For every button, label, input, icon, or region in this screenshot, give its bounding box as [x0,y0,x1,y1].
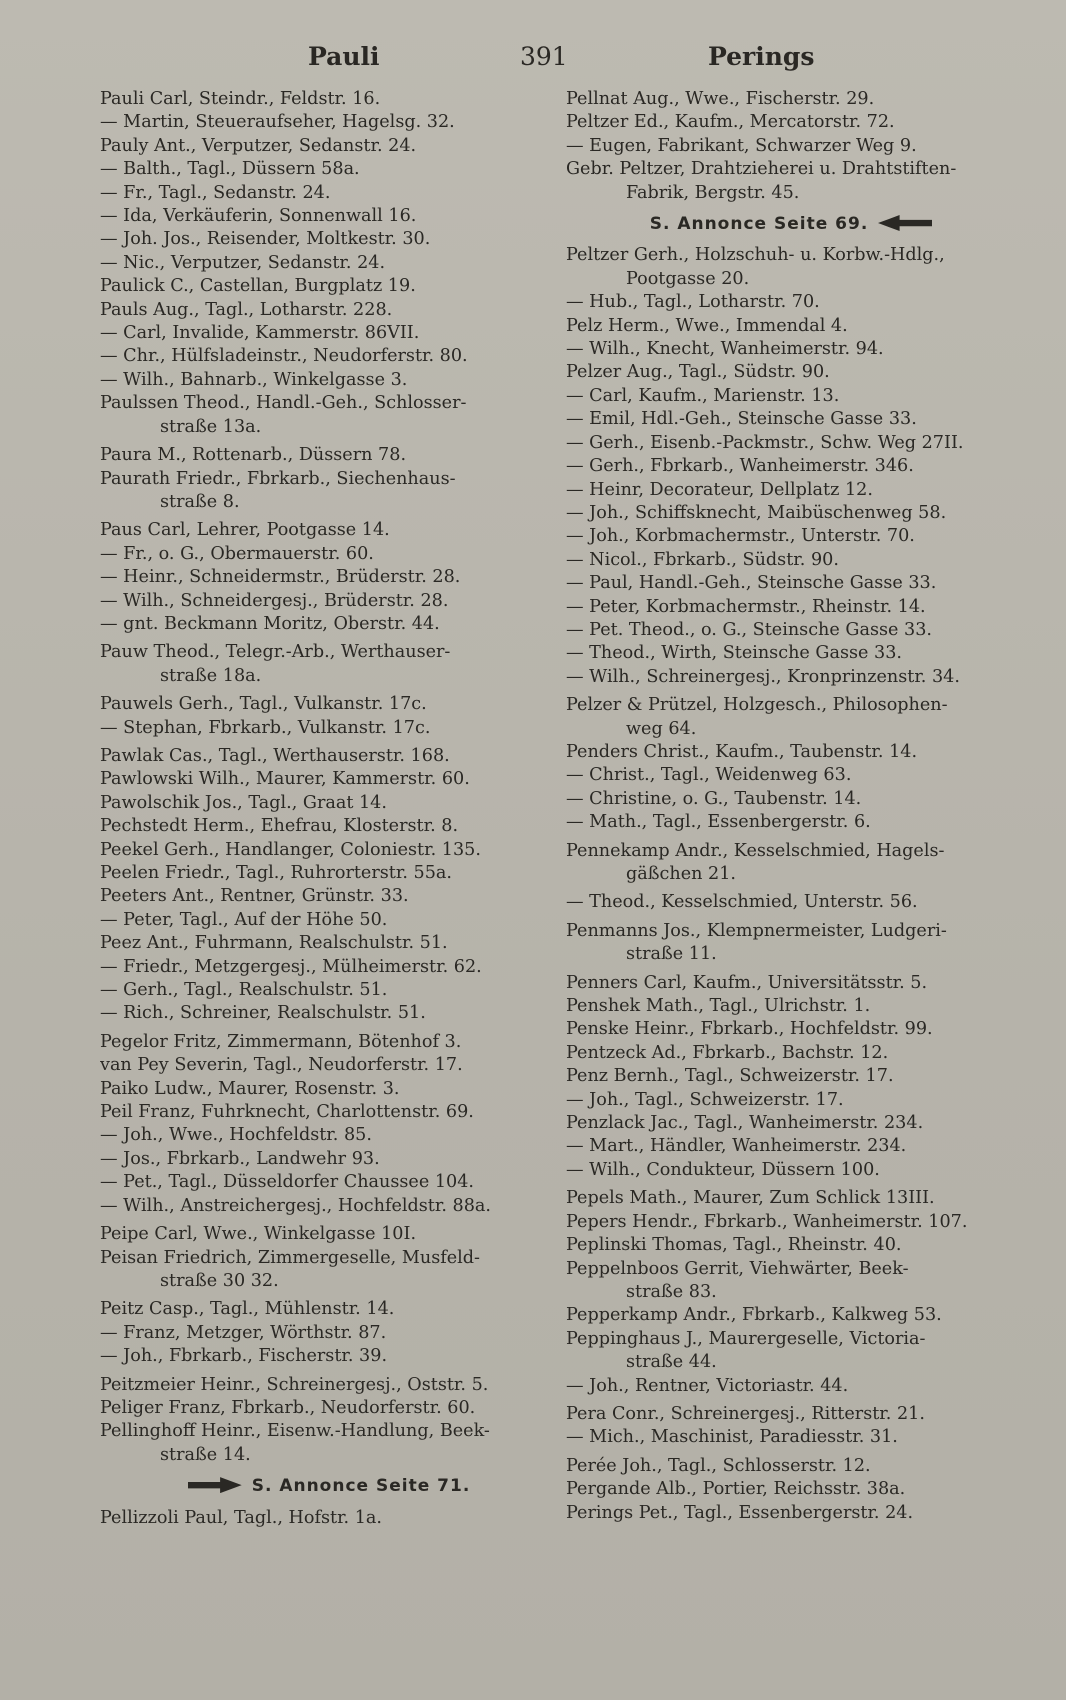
directory-entry: Paus Carl, Lehrer, Pootgasse 14. [100,520,390,541]
directory-entry: Pellinghoff Heinr., Eisenw.-Handlung, Beek- [100,1421,490,1442]
directory-entry: Peplinski Thomas, Tagl., Rheinstr. 40. [566,1235,902,1256]
directory-entry: Pera Conr., Schreinergesj., Ritterstr. 21. [566,1403,925,1424]
directory-entry: Penzlack Jac., Tagl., Wanheimerstr. 234. [566,1113,924,1134]
directory-entry: Pegelor Fritz, Zimmermann, Bötenhof 3. [100,1031,462,1052]
directory-entry: — Hub., Tagl., Lotharstr. 70. [566,292,820,313]
directory-entry: Penshek Math., Tagl., Ulrichstr. 1. [566,996,871,1017]
directory-entry: — Fr., Tagl., Sedanstr. 24. [100,182,331,203]
directory-entry: Pauw Theod., Telegr.-Arb., Werthauser- [100,642,451,663]
directory-entry: Pepperkamp Andr., Fbrkarb., Kalkweg 53. [566,1305,942,1326]
directory-entry: Peeters Ant., Rentner, Grünstr. 33. [100,886,409,907]
directory-entry: — Nic., Verputzer, Sedanstr. 24. [100,252,386,273]
entry-continuation: Fabrik, Bergstr. 45. [626,182,800,203]
page-header [0,38,1066,78]
directory-entry: Gebr. Peltzer, Drahtzieherei u. Drahtstiften- [566,159,957,180]
entry-continuation: straße 11. [626,944,717,965]
directory-entry: Pepers Hendr., Fbrkarb., Wanheimerstr. 107. [566,1211,968,1232]
directory-entry: Penners Carl, Kaufm., Universitätsstr. 5. [566,972,928,993]
directory-entry: — Gerh., Eisenb.-Packmstr., Schw. Weg 27II. [566,432,964,453]
directory-entry: — Wilh., Schneidergesj., Brüderstr. 28. [100,590,449,611]
entry-continuation: straße 44. [626,1352,717,1373]
directory-entry: — Pet. Theod., o. G., Steinsche Gasse 33. [566,619,932,640]
directory-entry: Pelz Herm., Wwe., Immendal 4. [566,315,848,336]
directory-entry: van Pey Severin, Tagl., Neudorferstr. 17. [100,1055,463,1076]
directory-entry: Perée Joh., Tagl., Schlosserstr. 12. [566,1455,871,1476]
directory-entry: Penmanns Jos., Klempnermeister, Ludgeri- [566,920,947,941]
directory-entry: — Joh., Fbrkarb., Fischerstr. 39. [100,1346,388,1367]
directory-entry: — Martin, Steueraufseher, Hagelsg. 32. [100,112,455,133]
directory-entry: Pellnat Aug., Wwe., Fischerstr. 29. [566,89,875,109]
directory-entry: Pentzeck Ad., Fbrkarb., Bachstr. 12. [566,1042,889,1063]
directory-entry: Peppinghaus J., Maurergeselle, Victoria- [566,1328,926,1349]
right-annonce-text: S. Annonce Seite 69. [649,214,869,235]
directory-entry: Peltzer Ed., Kaufm., Mercatorstr. 72. [566,112,895,133]
directory-entry: — Joh., Schiffsknecht, Maibüschenweg 58. [566,502,947,523]
entry-continuation: straße 13a. [160,416,262,437]
directory-entry: Peil Franz, Fuhrknecht, Charlottenstr. 69. [100,1102,474,1123]
directory-entry: — Jos., Fbrkarb., Landwehr 93. [100,1148,380,1169]
page-number: 391 [520,42,568,71]
directory-entry: — Heinr., Schneidermstr., Brüderstr. 28. [100,567,461,588]
directory-entry: Peliger Franz, Fbrkarb., Neudorferstr. 60. [100,1397,476,1418]
directory-entry: Pawolschik Jos., Tagl., Graat 14. [100,792,387,813]
directory-entry: Peppelnboos Gerrit, Viehwärter, Beek- [566,1258,909,1279]
directory-entry: — Gerh., Tagl., Realschulstr. 51. [100,980,388,1001]
directory-entry: Peitz Casp., Tagl., Mühlenstr. 14. [100,1299,395,1320]
entry-continuation: straße 30 32. [160,1270,279,1291]
directory-entry: — Gerh., Fbrkarb., Wanheimerstr. 346. [566,456,914,477]
directory-entry: — Carl, Invalide, Kammerstr. 86VII. [100,323,420,344]
left-annonce-text: S. Annonce Seite 71. [251,1476,471,1497]
entry-continuation: gäßchen 21. [626,864,737,884]
left-column [100,88,558,1530]
directory-entry: — Chr., Hülfsladeinstr., Neudorferstr. 80. [100,346,468,367]
directory-entry: Peekel Gerh., Handlanger, Coloniestr. 135. [100,839,481,860]
directory-entry: — Math., Tagl., Essenbergerstr. 6. [566,812,871,833]
directory-entry: — Peter, Korbmachermstr., Rheinstr. 14. [566,596,926,617]
directory-entry: — Paul, Handl.-Geh., Steinsche Gasse 33. [566,573,937,594]
entry-continuation: weg 64. [626,718,697,739]
directory-entry: Peitzmeier Heinr., Schreinergesj., Oststr. 5. [100,1374,489,1395]
directory-entry: Peelen Friedr., Tagl., Ruhrorterstr. 55a. [100,863,452,883]
directory-entry: — Theod., Wirth, Steinsche Gasse 33. [566,643,902,664]
directory-entry: — Joh., Tagl., Schweizerstr. 17. [566,1089,844,1110]
right-annonce-notice [566,213,1016,236]
directory-entry: — Joh. Jos., Reisender, Moltkestr. 30. [100,229,431,250]
left-entry-list [100,88,558,1467]
directory-entry: Paurath Friedr., Fbrkarb., Siechenhaus- [100,468,456,489]
directory-entry: Peez Ant., Fuhrmann, Realschulstr. 51. [100,933,448,954]
entry-continuation: straße 18a. [160,665,262,686]
entry-continuation: Pootgasse 20. [626,268,750,289]
directory-entry: — Fr., o. G., Obermauerstr. 60. [100,543,374,564]
directory-entry: — Balth., Tagl., Düssern 58a. [100,159,360,180]
directory-entry: — Wilh., Bahnarb., Winkelgasse 3. [100,369,408,390]
directory-entry: Pelzer Aug., Tagl., Südstr. 90. [566,362,830,383]
directory-entry: Pepels Math., Maurer, Zum Schlick 13III. [566,1188,935,1209]
directory-entry: — gnt. Beckmann Moritz, Oberstr. 44. [100,613,440,634]
directory-entry: — Stephan, Fbrkarb., Vulkanstr. 17c. [100,717,431,738]
directory-entry: Paulick C., Castellan, Burgplatz 19. [100,276,416,297]
directory-entry: — Wilh., Condukteur, Düssern 100. [566,1159,880,1180]
directory-entry: Penz Bernh., Tagl., Schweizerstr. 17. [566,1066,894,1087]
directory-entry: — Nicol., Fbrkarb., Südstr. 90. [566,549,839,570]
directory-entry: Pauls Aug., Tagl., Lotharstr. 228. [100,299,393,320]
directory-entry: — Peter, Tagl., Auf der Höhe 50. [100,909,388,930]
directory-entry: — Franz, Metzger, Wörthstr. 87. [100,1322,387,1343]
header-left-keyword: Pauli [308,42,380,71]
right-tail-list [566,244,1016,1525]
directory-entry: — Pet., Tagl., Düsseldorfer Chaussee 104. [100,1172,475,1193]
directory-entry: Pauwels Gerh., Tagl., Vulkanstr. 17c. [100,694,427,715]
left-tail-list [100,1507,558,1530]
pointing-hand-icon [188,1477,242,1493]
entry-continuation: straße 14. [160,1444,251,1465]
directory-entry: — Joh., Korbmachermstr., Unterstr. 70. [566,526,915,547]
directory-entry: Penske Heinr., Fbrkarb., Hochfeldstr. 99. [566,1019,933,1040]
directory-entry: Perings Pet., Tagl., Essenbergerstr. 24. [566,1502,914,1523]
left-annonce-notice [100,1475,558,1498]
directory-entry: Pawlak Cas., Tagl., Werthauserstr. 168. [100,745,450,766]
directory-entry: — Wilh., Knecht, Wanheimerstr. 94. [566,339,884,360]
directory-entry: Pennekamp Andr., Kesselschmied, Hagels- [566,840,945,861]
directory-entry: Peisan Friedrich, Zimmergeselle, Musfeld- [100,1247,480,1268]
directory-entry: Pauli Carl, Steindr., Feldstr. 16. [100,89,381,109]
directory-entry: — Carl, Kaufm., Marienstr. 13. [566,385,840,406]
directory-entry: Penders Christ., Kaufm., Taubenstr. 14. [566,741,918,762]
directory-entry: Paura M., Rottenarb., Düssern 78. [100,445,407,466]
directory-entry: Pechstedt Herm., Ehefrau, Klosterstr. 8. [100,816,459,837]
directory-entry: — Heinr, Decorateur, Dellplatz 12. [566,479,873,500]
right-column [566,88,1016,1525]
directory-entry: Pellizzoli Paul, Tagl., Hofstr. 1a. [100,1507,383,1528]
directory-entry: — Wilh., Anstreichergesj., Hochfeldstr. 88a. [100,1195,492,1216]
directory-entry: Paulssen Theod., Handl.-Geh., Schlosser- [100,393,467,414]
directory-entry: Pelzer & Prützel, Holzgesch., Philosophen- [566,695,948,716]
entry-continuation: straße 83. [626,1281,717,1302]
directory-entry: Pawlowski Wilh., Maurer, Kammerstr. 60. [100,769,470,790]
directory-entry: — Friedr., Metzgergesj., Mülheimerstr. 62. [100,956,482,977]
entry-continuation: straße 8. [160,491,240,512]
directory-entry: — Mich., Maschinist, Paradiesstr. 31. [566,1427,898,1448]
directory-entry: Paiko Ludw., Maurer, Rosenstr. 3. [100,1078,400,1099]
header-right-keyword: Perings [708,42,815,71]
pointing-hand-icon [878,215,932,231]
directory-entry: — Mart., Händler, Wanheimerstr. 234. [566,1136,907,1157]
directory-entry: — Theod., Kesselschmied, Unterstr. 56. [566,892,918,913]
directory-entry: Peltzer Gerh., Holzschuh- u. Korbw.-Hdlg., [566,245,945,266]
directory-entry: Peipe Carl, Wwe., Winkelgasse 10I. [100,1224,417,1245]
directory-entry: — Wilh., Schreinergesj., Kronprinzenstr. 34. [566,666,960,687]
directory-entry: — Joh., Rentner, Victoriastr. 44. [566,1375,849,1396]
directory-entry: — Christine, o. G., Taubenstr. 14. [566,788,862,809]
right-entry-list [566,88,1016,205]
directory-entry: — Christ., Tagl., Weidenweg 63. [566,765,852,786]
directory-entry: — Emil, Hdl.-Geh., Steinsche Gasse 33. [566,409,917,430]
directory-entry: Pauly Ant., Verputzer, Sedanstr. 24. [100,135,417,156]
directory-entry: Pergande Alb., Portier, Reichsstr. 38a. [566,1479,906,1500]
directory-entry: — Ida, Verkäuferin, Sonnenwall 16. [100,206,417,227]
directory-entry: — Joh., Wwe., Hochfeldstr. 85. [100,1125,372,1146]
directory-entry: — Rich., Schreiner, Realschulstr. 51. [100,1003,426,1024]
directory-entry: — Eugen, Fabrikant, Schwarzer Weg 9. [566,135,917,156]
